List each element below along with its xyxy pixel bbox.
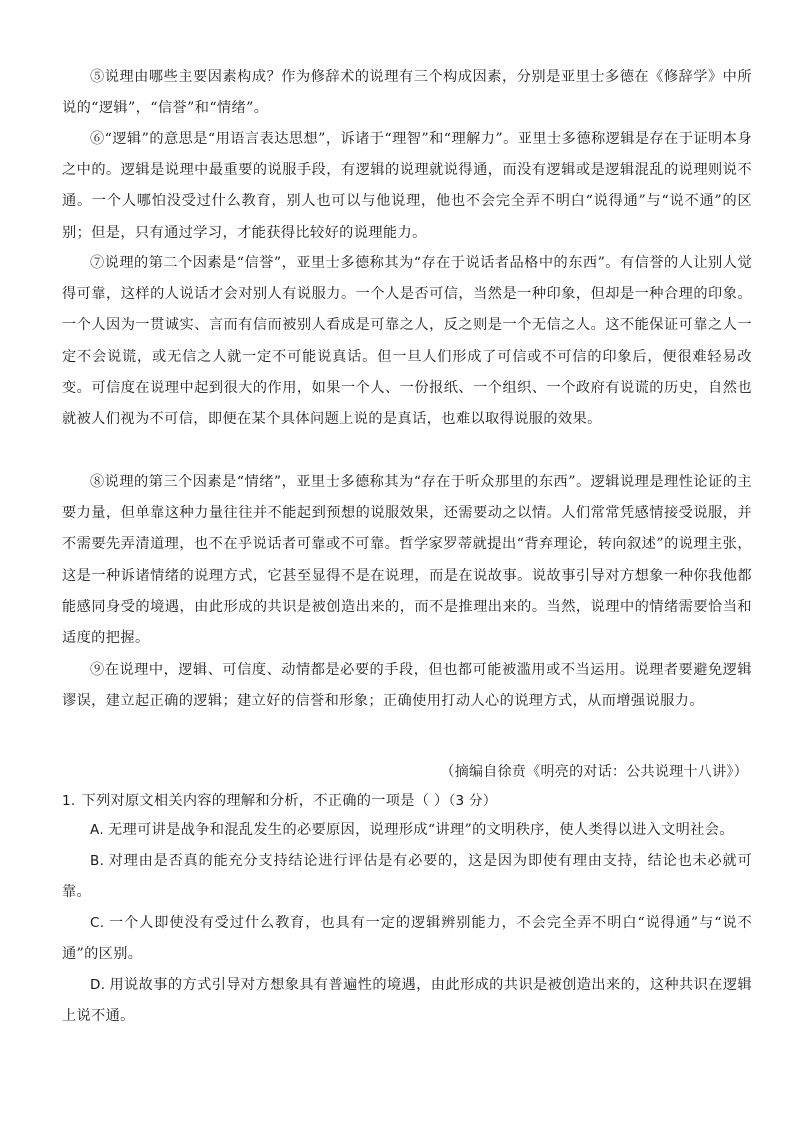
option-letter: A. [90, 822, 104, 838]
paragraph-8: ⑧说理的第三个因素是“情绪”，亚里士多德称其为“存在于听众那里的东西”。逻辑说理是理性论证的主要力量，但单靠这种力量往往并不能起到预想的说服效果，还需要动之以情。人们常常凭感情接受说服，并不需要先弄清道理，也不在乎说话者可靠或不可靠。哲学家罗蒂就提出“背弃理论，转向叙述”的说理主张，这是一种诉诸情绪的说理方式，它甚至显得不是在说理，而是在说故事。说故事引导对方想象一种你我他都能感同身受的境遇，由此形成的共识是被创造出来的，而不是推理出来的。当然，说理中的情绪需要恰当和适度的把握。 [62, 474, 752, 647]
source-citation: （摘编自徐贲《明亮的对话：公共说理十八讲》） [440, 764, 748, 780]
option-text: 用说故事的方式引导对方想象具有普遍性的境遇，由此形成的共识是被创造出来的，这种共识在逻辑上说不通。 [62, 977, 752, 1025]
option-text: 一个人即使没有受过什么教育，也具有一定的逻辑辨别能力，不会完全弄不明白“说得通”与“说不通”的区别。 [62, 915, 752, 963]
option-text: 无理可讲是战争和混乱发生的必要原因，说理形成“讲理”的文明秩序，使人类得以进入文明社会。 [108, 822, 734, 838]
question-text: 下列对原文相关内容的理解和分析，不正确的一项是（ ） [81, 793, 449, 809]
option-c [62, 908, 752, 970]
option-d [62, 970, 752, 1032]
paragraph-7: ⑦说理的第二个因素是“信誉”，亚里士多德称其为“存在于说话者品格中的东西”。有信誉的人让别人觉得可靠，这样的人说话才会对别人有说服力。一个人是否可信，当然是一种印象，但却是一种合理的印象。一个人因为一贯诚实、言而有信而被别人看成是可靠之人，反之则是一个无信之人。这不能保证可靠之人一定不会说谎，或无信之人就一定不可能说真话。但一旦人们形成了可信或不可信的印象后，便很难轻易改变。可信度在说理中起到很大的作用，如果一个人、一份报纸、一个组织、一个政府有说谎的历史，自然也就被人们视为不可信，即便在某个具体问题上说的是真话，也难以取得说服的效果。 [62, 255, 752, 428]
paragraph-5: ⑤说理由哪些主要因素构成？作为修辞术的说理有三个构成因素，分别是亚里士多德在《修辞学》中所说的“逻辑”，“信誉”和“情绪”。 [62, 69, 752, 117]
option-a [62, 815, 752, 846]
option-text: 对理由是否真的能充分支持结论进行评估是有必要的，这是因为即使有理由支持，结论也未必就可靠。 [62, 853, 752, 901]
question-score: （3 分） [448, 793, 497, 809]
paragraph-9: ⑨在说理中，逻辑、可信度、动情都是必要的手段，但也都可能被滥用或不当运用。说理者要避免逻辑谬误，建立起正确的逻辑；建立好的信誉和形象；正确使用打动人心的说理方式，从而增强说服力。 [62, 662, 752, 710]
question-number: 1. [62, 793, 76, 809]
question-stem [62, 789, 752, 813]
option-b [62, 846, 752, 908]
option-letter: D. [90, 977, 106, 993]
paragraph-6: ⑥“逻辑”的意思是“用语言表达思想”，诉诸于“理智”和“理解力”。亚里士多德称逻辑是存在于证明本身之中的。逻辑是说理中最重要的说服手段，有逻辑的说理就说得通，而没有逻辑或是逻辑混乱的说理则说不通。一个人哪怕没受过什么教育，别人也可以与他说理，他也不会完全弄不明白“说得通”与“说不通”的区别；但是，只有通过学习，才能获得比较好的说理能力。 [62, 131, 752, 241]
option-letter: B. [90, 853, 105, 869]
option-letter: C. [90, 915, 105, 931]
